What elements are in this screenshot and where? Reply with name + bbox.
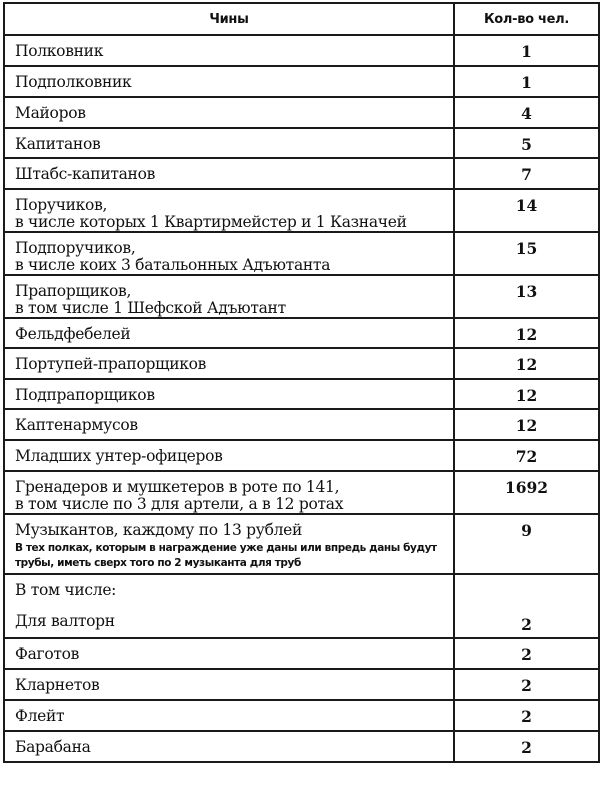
header-ranks: Чины bbox=[4, 3, 454, 35]
count-cell: 2 bbox=[454, 574, 599, 638]
rank-cell bbox=[4, 574, 454, 638]
count-cell: 1692 bbox=[454, 471, 599, 514]
table-row bbox=[4, 128, 599, 158]
rank-name: Подполковник bbox=[15, 73, 132, 91]
rank-name: Младших унтер-офицеров bbox=[15, 447, 223, 465]
rank-name: Фаготов bbox=[15, 645, 80, 663]
rank-cell bbox=[4, 128, 454, 158]
count-cell: 9 bbox=[454, 514, 599, 574]
table-row bbox=[4, 409, 599, 440]
count-cell: 2 bbox=[454, 638, 599, 669]
count-cell: 12 bbox=[454, 348, 599, 379]
count-cell: 13 bbox=[454, 275, 599, 318]
ranks-table bbox=[3, 2, 600, 763]
rank-name: Прапорщиков, bbox=[15, 282, 132, 300]
rank-cell bbox=[4, 471, 454, 514]
rank-name: Барабана bbox=[15, 738, 91, 756]
count-cell: 12 bbox=[454, 318, 599, 348]
rank-note: В тех полках, которым в награждение уже даны или впредь даны будут трубы, иметь сверх того по 2 музыканта для труб bbox=[15, 542, 437, 569]
count-cell: 12 bbox=[454, 379, 599, 409]
rank-cell bbox=[4, 440, 454, 471]
rank-name: Полковник bbox=[15, 42, 104, 60]
table-row bbox=[4, 638, 599, 669]
rank-name: Майоров bbox=[15, 104, 86, 122]
count-cell: 15 bbox=[454, 232, 599, 275]
rank-cell bbox=[4, 97, 454, 128]
count-cell: 1 bbox=[454, 35, 599, 66]
table-row bbox=[4, 669, 599, 700]
table-row bbox=[4, 275, 599, 318]
rank-cell bbox=[4, 66, 454, 97]
rank-subtext: в том числе 1 Шефской Адъютант bbox=[15, 299, 286, 317]
rank-name: Каптенармусов bbox=[15, 416, 138, 434]
count-cell: 5 bbox=[454, 128, 599, 158]
rank-cell bbox=[4, 348, 454, 379]
table-row bbox=[4, 232, 599, 275]
rank-cell bbox=[4, 731, 454, 762]
count-cell: 1 bbox=[454, 66, 599, 97]
rank-cell bbox=[4, 700, 454, 731]
rank-name: Музыкантов, каждому по 13 рублей bbox=[15, 521, 303, 539]
rank-cell bbox=[4, 275, 454, 318]
rank-name: Капитанов bbox=[15, 135, 101, 153]
count-cell: 12 bbox=[454, 409, 599, 440]
table-row bbox=[4, 514, 599, 574]
rank-subtext: в том числе по 3 для артели, а в 12 ротах bbox=[15, 495, 344, 513]
rank-cell bbox=[4, 35, 454, 66]
table-row bbox=[4, 189, 599, 232]
count-cell: 72 bbox=[454, 440, 599, 471]
header-count: Кол-во чел. bbox=[454, 3, 599, 35]
rank-name: Портупей-прапорщиков bbox=[15, 355, 207, 373]
table-row bbox=[4, 379, 599, 409]
rank-cell bbox=[4, 409, 454, 440]
count-cell: 4 bbox=[454, 97, 599, 128]
rank-name: В том числе: bbox=[15, 581, 117, 599]
table-row bbox=[4, 700, 599, 731]
rank-subtext: в числе которых 1 Квартирмейстер и 1 Казначей bbox=[15, 213, 407, 231]
rank-cell bbox=[4, 514, 454, 574]
table-row bbox=[4, 348, 599, 379]
table-row bbox=[4, 471, 599, 514]
count-cell: 2 bbox=[454, 669, 599, 700]
table-row bbox=[4, 574, 599, 638]
rank-name: Флейт bbox=[15, 707, 65, 725]
rank-name: Гренадеров и мушкетеров в роте по 141, bbox=[15, 478, 340, 496]
rank-cell bbox=[4, 379, 454, 409]
rank-name: Фельдфебелей bbox=[15, 325, 131, 343]
rank-name: Штабс-капитанов bbox=[15, 165, 156, 183]
count-cell: 7 bbox=[454, 158, 599, 189]
table-row bbox=[4, 731, 599, 762]
count-cell: 2 bbox=[454, 731, 599, 762]
count-cell: 2 bbox=[454, 700, 599, 731]
table-row bbox=[4, 440, 599, 471]
header-row bbox=[4, 3, 599, 35]
rank-cell bbox=[4, 189, 454, 232]
count-cell: 14 bbox=[454, 189, 599, 232]
rank-cell bbox=[4, 318, 454, 348]
rank-subtext: в числе коих 3 батальонных Адъютанта bbox=[15, 256, 331, 274]
table-row bbox=[4, 66, 599, 97]
table-row bbox=[4, 318, 599, 348]
rank-subitem: Для валторн bbox=[15, 612, 115, 630]
rank-cell bbox=[4, 669, 454, 700]
rank-name: Поручиков, bbox=[15, 196, 108, 214]
table-row bbox=[4, 97, 599, 128]
rank-name: Подпоручиков, bbox=[15, 239, 136, 257]
table-row bbox=[4, 35, 599, 66]
table-row bbox=[4, 158, 599, 189]
rank-cell bbox=[4, 638, 454, 669]
rank-name: Кларнетов bbox=[15, 676, 100, 694]
rank-cell bbox=[4, 158, 454, 189]
rank-name: Подпрапорщиков bbox=[15, 386, 155, 404]
rank-cell bbox=[4, 232, 454, 275]
